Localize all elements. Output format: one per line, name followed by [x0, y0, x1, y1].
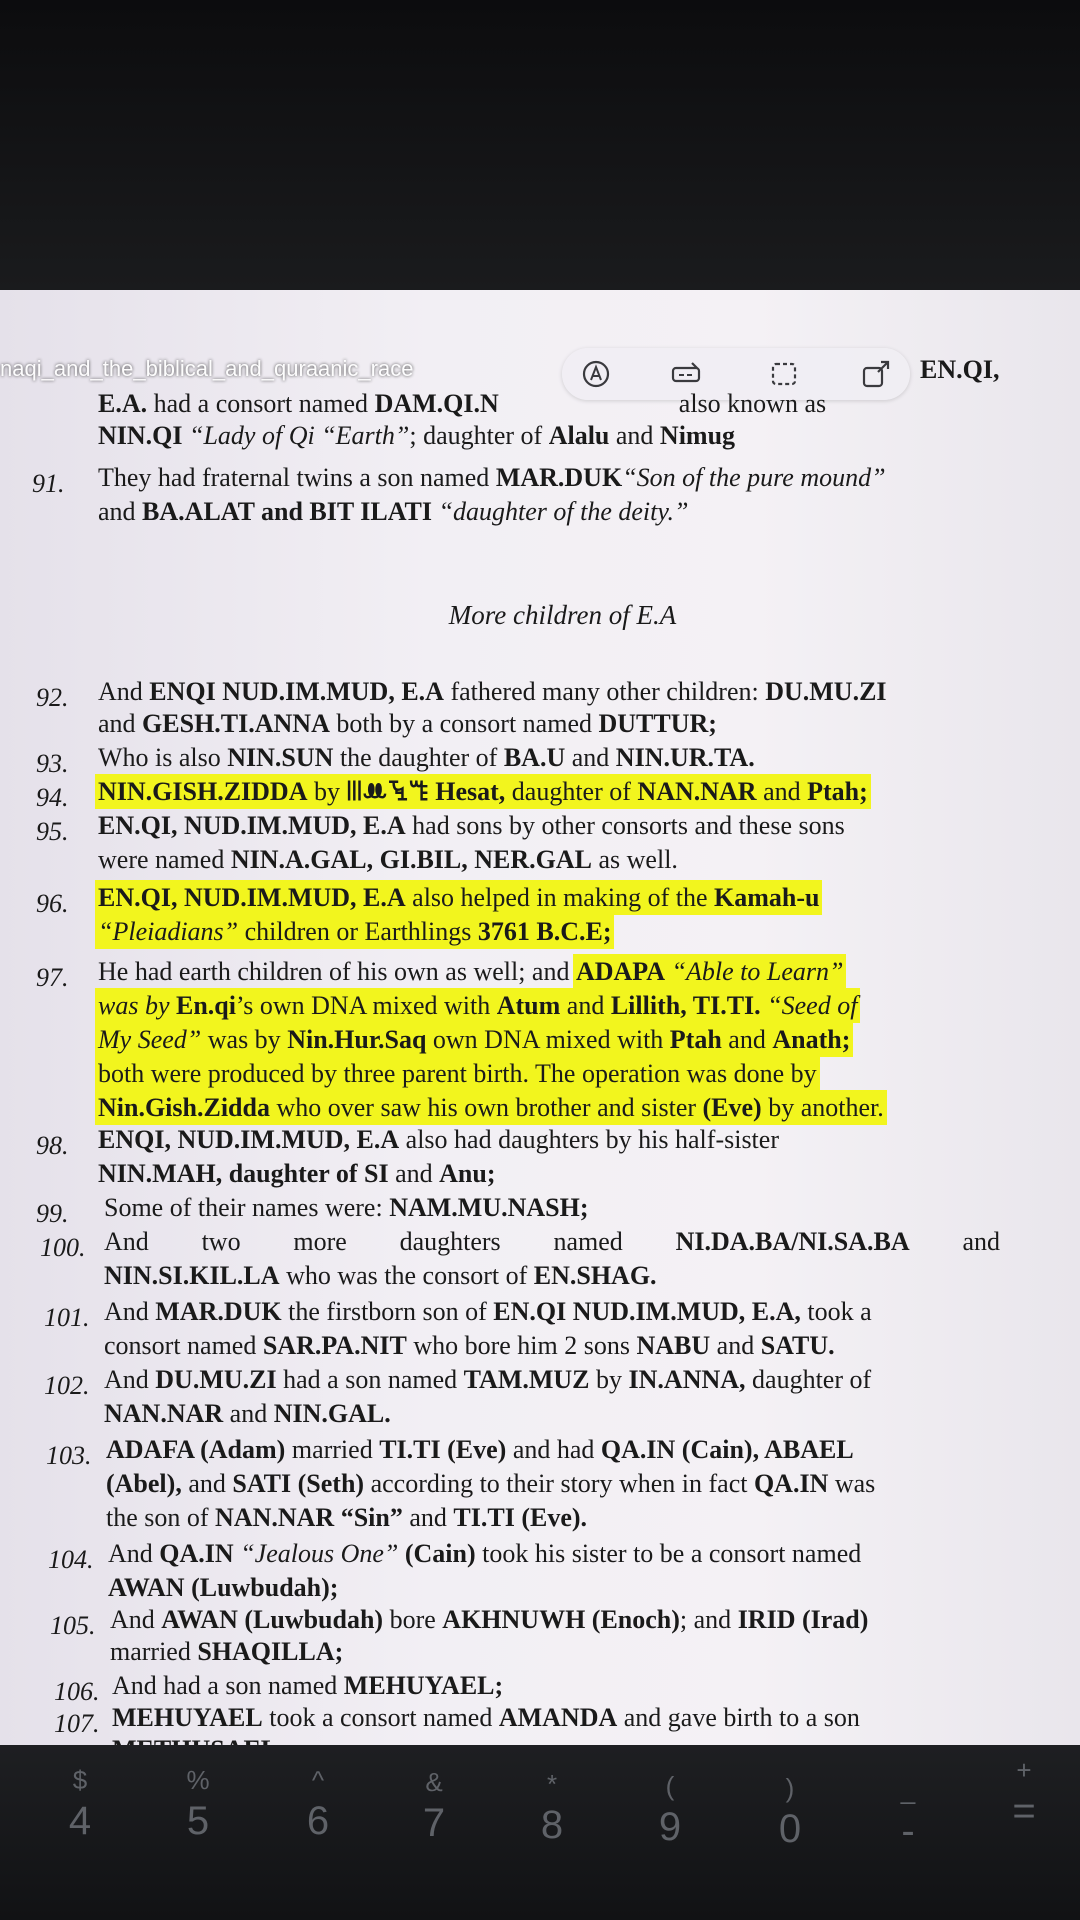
item-number: 96. [36, 889, 69, 918]
text-line: Who is also NIN.SUN the daughter of BA.U and NIN.UR.TA. [98, 743, 755, 772]
text-line: And MAR.DUK the firstborn son of EN.QI NUD.IM.MUD, E.A, took a [104, 1297, 872, 1326]
text-line: ENQI, NUD.IM.MUD, E.A also had daughters by his half-sister [98, 1125, 779, 1154]
text-line: consort named SAR.PA.NIT who bore him 2 sons NABU and SATU. [104, 1331, 835, 1360]
key-minus[interactable]: _ - [900, 1775, 916, 1853]
text-line: ADAFA (Adam) married TI.TI (Eve) and had QA.IN (Cain), ABAEL [106, 1435, 854, 1464]
text-line-highlighted: NIN.GISH.ZIDDA by ꔖꔚꔃꔏ Hesat, daughter of NAN.NAR and Ptah; [98, 777, 868, 806]
text-line: NIN.MAH, daughter of SI and Anu; [98, 1159, 496, 1188]
text-line: They had fraternal twins a son named MAR.DUK“Son of the pure mound” [98, 463, 886, 492]
item-number: 107. [54, 1709, 100, 1738]
key-4[interactable]: $ 4 [68, 1765, 92, 1843]
text-line: NIN.SI.KIL.LA who was the consort of EN.SHAG. [104, 1261, 657, 1290]
share-icon[interactable] [860, 358, 892, 390]
text-line-highlighted: “Pleiadians” children or Earthlings 3761 B.C.E; [98, 917, 612, 946]
text-line-highlighted: EN.QI, NUD.IM.MUD, E.A also helped in making of the Kamah-u [98, 883, 820, 912]
key-8[interactable]: * 8 [540, 1769, 564, 1847]
text-line-highlighted: My Seed” was by Nin.Hur.Saq own DNA mixed with Ptah and Anath; [98, 1025, 851, 1054]
item-number: 106. [54, 1677, 100, 1706]
item-number: 101. [44, 1303, 90, 1332]
text-line: married SHAQILLA; [110, 1637, 344, 1666]
item-number: 99. [36, 1199, 69, 1228]
item-number: 97. [36, 963, 69, 992]
key-6[interactable]: ^ 6 [306, 1765, 330, 1843]
key-equals[interactable]: + = [1012, 1755, 1036, 1833]
text-line: EN.QI, NUD.IM.MUD, E.A had sons by other consorts and these sons [98, 811, 845, 840]
section-heading: More children of E.A [448, 600, 677, 630]
text-line: and GESH.TI.ANNA both by a consort named DUTTUR; [98, 709, 717, 738]
text-line: were named NIN.A.GAL, GI.BIL, NER.GAL as well. [98, 845, 678, 874]
keyboard-background [0, 1745, 1080, 1920]
text-line: Some of their names were: NAM.MU.NASH; [104, 1193, 589, 1222]
item-number: 105. [50, 1611, 96, 1640]
item-number: 95. [36, 817, 69, 846]
text-line: the son of NAN.NAR “Sin” and TI.TI (Eve). [106, 1503, 588, 1532]
item-number: 92. [36, 683, 69, 712]
text-line-highlighted: was by En.qi’s own DNA mixed with Atum and Lillith, TI.TI. “Seed of [98, 991, 858, 1020]
text-line: MEHUYAEL took a consort named AMANDA and gave birth to a son [112, 1703, 860, 1732]
text-line: E.A. had a consort named DAM.QI.N also known as [98, 389, 827, 418]
text-line: NIN.QI “Lady of Qi “Earth”; daughter of Alalu and Nimug [98, 421, 736, 450]
key-0[interactable]: ) 0 [778, 1773, 802, 1851]
key-7[interactable]: & 7 [422, 1767, 446, 1845]
text-line: AWAN (Luwbudah); [108, 1573, 339, 1602]
text-line-highlighted: both were produced by three parent birth. The operation was done by [98, 1059, 817, 1088]
item-number: 91. [32, 469, 65, 498]
item-number: 103. [46, 1441, 92, 1470]
text-line: and BA.ALAT and BIT ILATI “daughter of the deity.” [98, 497, 689, 526]
item-number: 100. [40, 1233, 86, 1262]
text-line: And two more daughters named NI.DA.BA/NI.SA.BA and [104, 1227, 1000, 1256]
file-name[interactable]: naqi_and_the_biblical_and_quraanic_race [0, 356, 414, 381]
item-number: 94. [36, 783, 69, 812]
item-number: 93. [36, 749, 69, 778]
text-line: NAN.NAR and NIN.GAL. [104, 1399, 391, 1428]
highlighter-icon[interactable] [670, 358, 702, 390]
text-line: EN.QI, [920, 355, 1000, 384]
key-9[interactable]: ( 9 [658, 1771, 682, 1849]
text-line: He had earth children of his own as well; and ADAPA “Able to Learn” [98, 957, 844, 986]
text-line-highlighted: Nin.Gish.Zidda who over saw his own brother and sister (Eve) by another. [98, 1093, 884, 1122]
item-number: 98. [36, 1131, 69, 1160]
document-page[interactable] [0, 290, 1080, 1745]
text-line: (Abel), and SATI (Seth) according to their story when in fact QA.IN was [106, 1469, 876, 1498]
text-line: And ENQI NUD.IM.MUD, E.A fathered many other children: DU.MU.ZI [98, 677, 887, 706]
text-line: And DU.MU.ZI had a son named TAM.MUZ by IN.ANNA, daughter of [104, 1365, 872, 1394]
text-line: And QA.IN “Jealous One” (Cain) took his sister to be a consort named [108, 1539, 862, 1568]
item-number: 104. [48, 1545, 94, 1574]
text-line: And AWAN (Luwbudah) bore AKHNUWH (Enoch); and IRID (Irad) [110, 1605, 869, 1634]
item-number: 102. [44, 1371, 90, 1400]
select-box-icon[interactable] [768, 358, 800, 390]
background-top [0, 0, 1080, 290]
key-5[interactable]: % 5 [186, 1765, 210, 1843]
pen-icon[interactable] [580, 358, 612, 390]
text-line: And had a son named MEHUYAEL; [112, 1671, 504, 1700]
